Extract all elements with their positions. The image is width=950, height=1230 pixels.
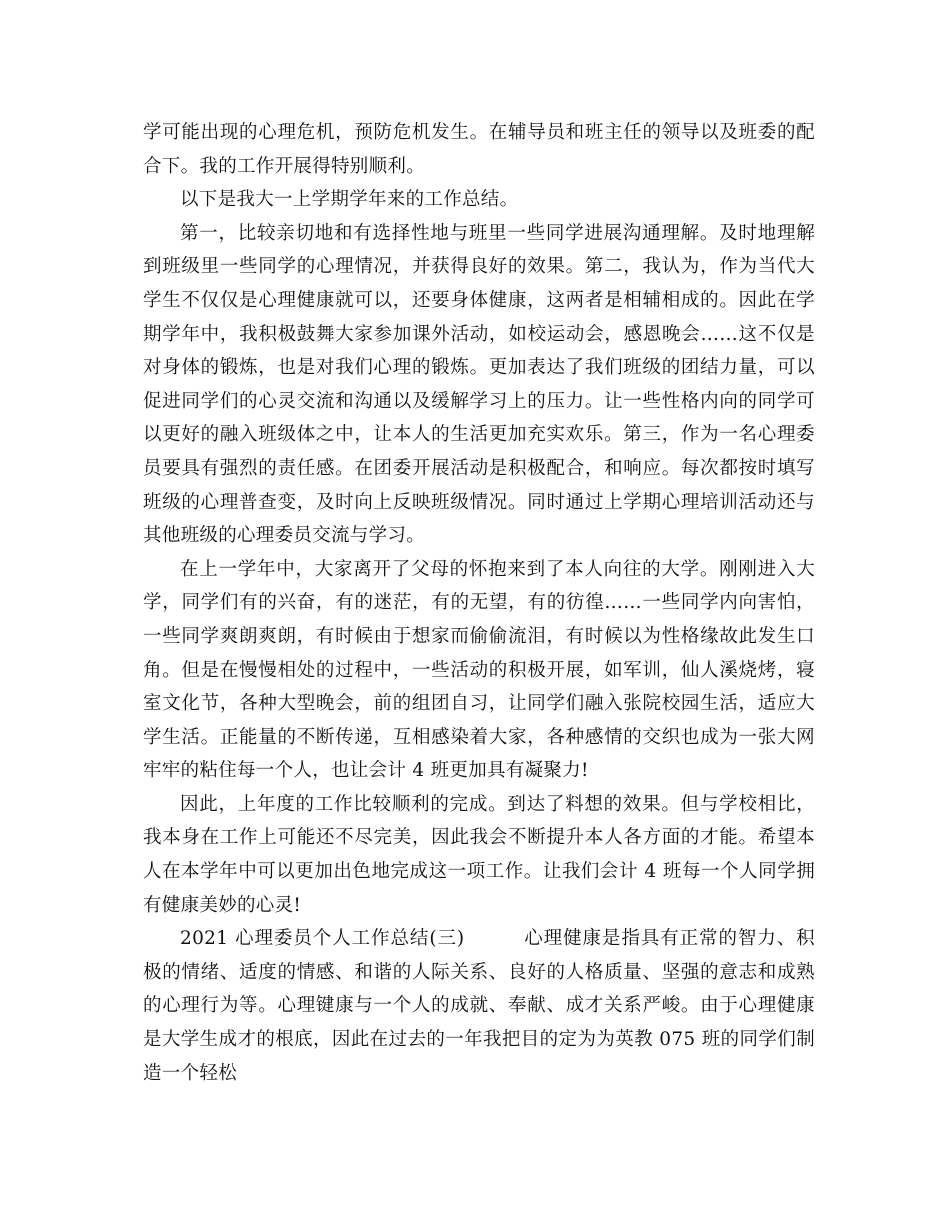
document-body <box>143 116 815 1090</box>
paragraph-6 <box>143 922 815 1090</box>
section-heading: 2021 心理委员个人工作总结(三) <box>180 928 465 950</box>
paragraph-4: 在上一学年中，大家离开了父母的怀抱来到了本人向往的大学。刚刚进入大学，同学们有的兴奋，有的迷茫，有的无望，有的彷徨……一些同学内向害怕，一些同学爽朗爽朗，有时候由于想家而偷偷流泪，有时候以为性格缘故此发生口角。但是在慢慢相处的过程中，一些活动的积极开展，如军训，仙人溪烧烤，寝室文化节，各种大型晚会，前的组团自习，让同学们融入张院校园生活，适应大学生活。正能量的不断传递，互相感染着大家，各种感情的交织也成为一张大网牢牢的粘住每一个人，也让会计 4 班更加具有凝聚力! <box>143 558 815 782</box>
paragraph-3: 第一，比较亲切地和有选择性地与班里一些同学进展沟通理解。及时地理解到班级里一些同学的心理情况，并获得良好的效果。第二，我认为，作为当代大学生不仅仅是心理健康就可以，还要身体健康，这两者是相辅相成的。因此在学期学年中，我积极鼓舞大家参加课外活动，如校运动会，感恩晚会……这不仅是对身体的锻炼，也是对我们心理的锻炼。更加表达了我们班级的团结力量，可以促进同学们的心灵交流和沟通以及缓解学习上的压力。让一些性格内向的同学可以更好的融入班级体之中，让本人的生活更加充实欢乐。第三，作为一名心理委员要具有强烈的责任感。在团委开展活动是积极配合，和响应。每次都按时填写班级的心理普查变，及时向上反映班级情况。同时通过上学期心理培训活动还与其他班级的心理委员交流与学习。 <box>143 222 815 547</box>
paragraph-1: 学可能出现的心理危机，预防危机发生。在辅导员和班主任的领导以及班委的配合下。我的工作开展得特别顺利。 <box>143 122 815 177</box>
paragraph-2: 以下是我大一上学期学年来的工作总结。 <box>180 189 519 211</box>
paragraph-6-text: 心理健康是指具有正常的智力、积极的情绪、适度的情感、和谐的人际关系、良好的人格质量、坚强的意志和成熟的心理行为等。心理键康与一个人的成就、奉献、成才关系严峻。由于心理健康是大学生成才的根底，因此在过去的一年我把目的定为为英教 075 班的同学们制造一个轻松 <box>143 928 815 1084</box>
paragraph-5: 因此，上年度的工作比较顺利的完成。到达了料想的效果。但与学校相比，我本身在工作上可能还不尽完美，因此我会不断提升本人各方面的才能。希望本人在本学年中可以更加出色地完成这一项工作。让我们会计 4 班每一个人同学拥有健康美妙的心灵! <box>143 793 815 916</box>
